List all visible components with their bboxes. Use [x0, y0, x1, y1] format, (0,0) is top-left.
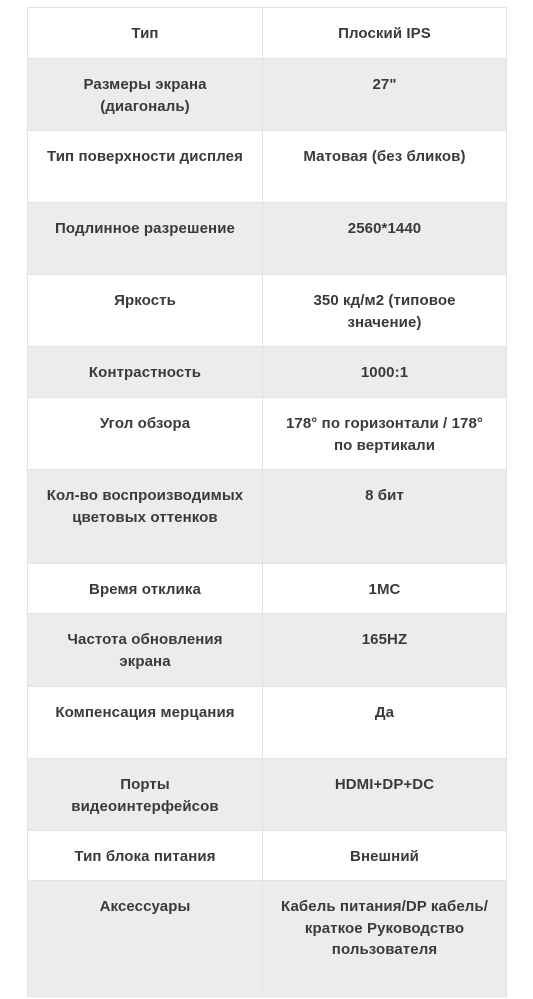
spec-value: 178° по горизонтали / 178° по вертикали [263, 398, 507, 470]
spec-row [28, 614, 507, 687]
spec-value: Матовая (без бликов) [263, 131, 507, 203]
spec-value: 27" [263, 59, 507, 131]
spec-row [28, 8, 507, 59]
spec-row [28, 831, 507, 881]
spec-label: Яркость [28, 275, 263, 347]
spec-row [28, 759, 507, 831]
spec-value: 165HZ [263, 614, 507, 687]
specifications-table [27, 7, 507, 997]
spec-label: Подлинное разрешение [28, 203, 263, 275]
spec-row [28, 275, 507, 347]
spec-label: Порты видеоинтерфейсов [28, 759, 263, 831]
spec-row [28, 564, 507, 614]
spec-row [28, 881, 507, 997]
spec-value: 1МС [263, 564, 507, 614]
spec-label: Тип [28, 8, 263, 59]
spec-value: Кабель питания/DP кабель/краткое Руководство пользователя [263, 881, 507, 997]
spec-label: Тип поверхности дисплея [28, 131, 263, 203]
spec-label: Тип блока питания [28, 831, 263, 881]
spec-value: HDMI+DP+DC [263, 759, 507, 831]
spec-value: 8 бит [263, 470, 507, 564]
spec-row [28, 347, 507, 398]
spec-value: Внешний [263, 831, 507, 881]
spec-value: 2560*1440 [263, 203, 507, 275]
spec-row [28, 203, 507, 275]
spec-label: Кол-во воспроизводимых цветовых оттенков [28, 470, 263, 564]
spec-label: Частота обновления экрана [28, 614, 263, 687]
spec-row [28, 687, 507, 759]
spec-value: 1000:1 [263, 347, 507, 398]
spec-label: Аксессуары [28, 881, 263, 997]
spec-value: Плоский IPS [263, 8, 507, 59]
spec-row [28, 398, 507, 470]
spec-label: Компенсация мерцания [28, 687, 263, 759]
spec-label: Размеры экрана (диагональ) [28, 59, 263, 131]
spec-value: Да [263, 687, 507, 759]
spec-label: Контрастность [28, 347, 263, 398]
spec-label: Угол обзора [28, 398, 263, 470]
spec-row [28, 131, 507, 203]
spec-label: Время отклика [28, 564, 263, 614]
spec-row [28, 470, 507, 564]
spec-row [28, 59, 507, 131]
spec-value: 350 кд/м2 (типовое значение) [263, 275, 507, 347]
